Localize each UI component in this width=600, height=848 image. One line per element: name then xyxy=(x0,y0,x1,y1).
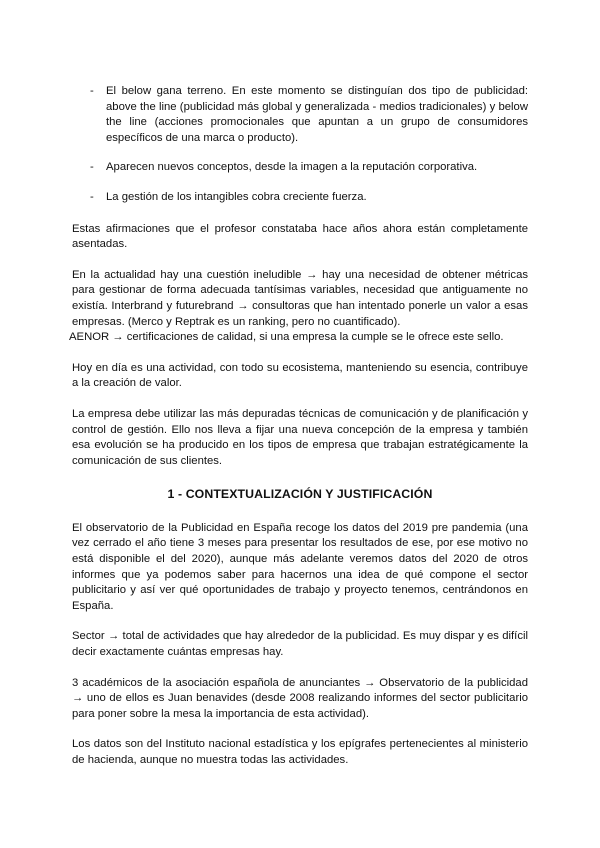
paragraph-metrics: En la actualidad hay una cuestión ineludible → hay una necesidad de obtener métricas para gestionar de forma adecuada tantísimas variables, necesidad que antiguamente no existía. Interbrand y futurebrand → consultoras que han intentado ponerle un valor a esas empresas. (Merco y Reptrak es un ranking, pero no cuantificado). xyxy=(72,268,528,328)
paragraph-company-techniques: La empresa debe utilizar las más depuradas técnicas de comunicación y de planificación y control de gestión. Ello nos lleva a fijar una nueva concepción de la empresa y también esa evolución se ha producido en los tipos de empresa que trabajan estratégicamente la comunicación de sus clientes. xyxy=(72,407,528,467)
paragraph-data-source: Los datos son del Instituto nacional estadística y los epígrafes pertenecientes al ministerio de hacienda, aunque no muestra todas las actividades. xyxy=(72,738,528,766)
paragraph-assertions: Estas afirmaciones que el profesor constataba hace años ahora están completamente asentadas. xyxy=(72,222,528,251)
bullet-marker: - xyxy=(90,190,94,203)
paragraph-aenor: AENOR → certificaciones de calidad, si una empresa la cumple se le ofrece este sello. xyxy=(69,331,504,344)
bullet-item-2 xyxy=(72,160,528,176)
paragraph-sector: Sector → total de actividades que hay alrededor de la publicidad. Es muy dispar y es difícil decir exactamente cuántas empresas hay. xyxy=(72,630,528,659)
bullet-text-3: La gestión de los intangibles cobra creciente fuerza. xyxy=(106,190,367,203)
section-heading: 1 - CONTEXTUALIZACIÓN Y JUSTIFICACIÓN xyxy=(167,487,433,502)
bullet-text-1: El below gana terreno. En este momento se distinguían dos tipo de publicidad: above the line (publicidad más global y generalizada - medios tradicionales) y below the line (acciones promocionales que apuntan a un grupo de consumidores específicos de una marca o producto). xyxy=(106,85,528,144)
bullet-list xyxy=(72,84,528,206)
bullet-text-2: Aparecen nuevos conceptos, desde la imagen a la reputación corporativa. xyxy=(106,161,478,174)
paragraph-observatory: El observatorio de la Publicidad en España recoge los datos del 2019 pre pandemia (una vez cerrado el año tiene 3 meses para presentar los resultados de ese, por ese motivo no está disponible el del 2020), aunque más adelante veremos datos del 2020 de otros informes que ya podemos saber para hacernos una idea de qué compone el sector publicitario y así ver qué oportunidades de trabajo y proyecto tenemos, centrándonos en España. xyxy=(72,521,528,612)
paragraph-academics: 3 académicos de la asociación española de anunciantes → Observatorio de la publicidad → uno de ellos es Juan benavides (desde 2008 realizando informes del sector publicitario para poner sobre la mesa la importancia de esta actividad). xyxy=(72,676,528,720)
bullet-item-1 xyxy=(72,84,528,146)
bullet-marker: - xyxy=(90,85,94,97)
bullet-marker: - xyxy=(90,161,94,174)
paragraph-value-creation: Hoy en día es una actividad, con todo su ecosistema, manteniendo su esencia, contribuye a la creación de valor. xyxy=(72,361,528,390)
bullet-item-3 xyxy=(72,190,528,206)
